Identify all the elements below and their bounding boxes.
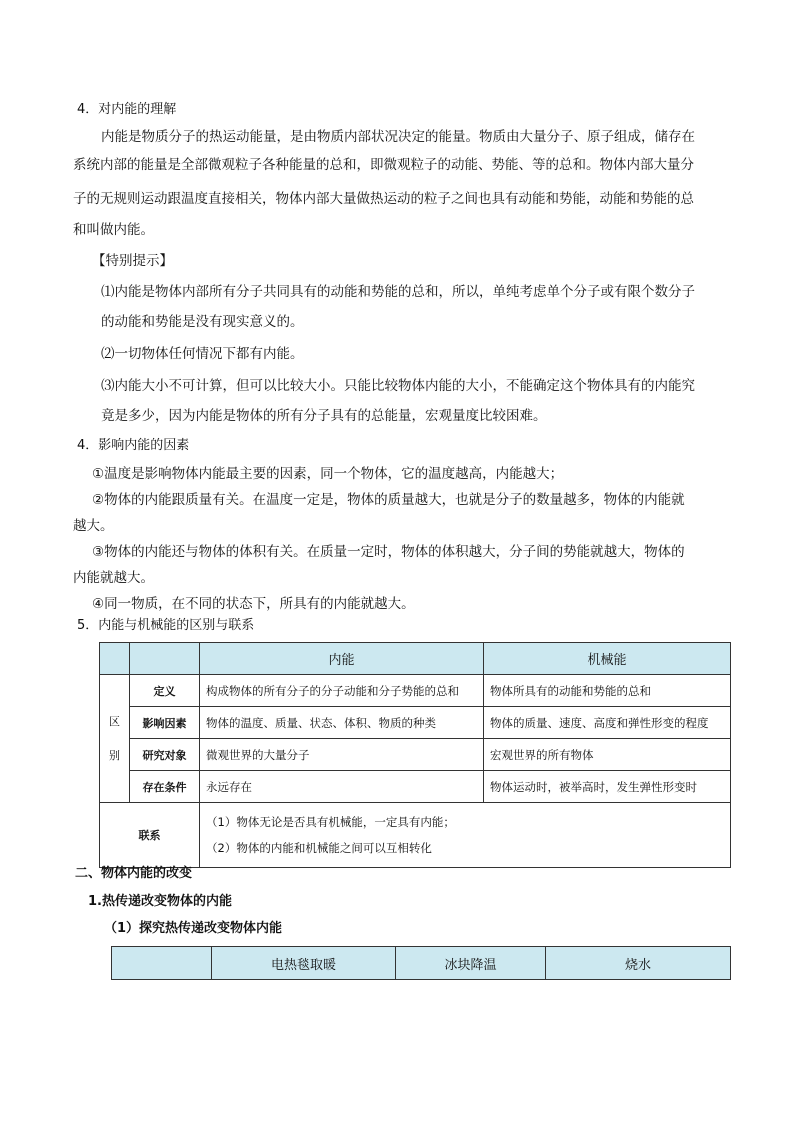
row-label: 研究对象 (130, 739, 200, 771)
table-cell: 物体的温度、质量、状态、体积、物质的种类 (200, 707, 484, 739)
header-cell-ice-cooling: 冰块降温 (396, 947, 546, 980)
tip-line: ⑴内能是物体内部所有分子共同具有的动能和势能的总和，所以，单纯考虑单个分子或有限个数分子 (101, 284, 695, 300)
tip-line: ⑵一切物体任何情况下都有内能。 (101, 346, 304, 362)
table-cell: 构成物体的所有分子的分子动能和分子势能的总和 (200, 675, 484, 707)
table-row-link (100, 803, 731, 868)
header-cell-empty (130, 643, 200, 675)
table-row (100, 739, 731, 771)
factor-line: 越大。 (73, 518, 114, 534)
table-cell: 物体运动时，被举高时，发生弹性形变时 (484, 771, 731, 803)
row-label: 存在条件 (130, 771, 200, 803)
factor-line: ①温度是影响物体内能最主要的因素，同一个物体，它的温度越高，内能越大； (92, 466, 564, 482)
paragraph-line: 系统内部的能量是全部微观粒子各种能量的总和，即微观粒子的动能、势能、等的总和。物体内部大量分 (73, 157, 694, 173)
link-line: （1）物体无论是否具有机械能，一定具有内能； (206, 815, 455, 829)
header-cell-internal-energy: 内能 (200, 643, 484, 675)
row-label: 定义 (130, 675, 200, 707)
experiment-header-row (112, 947, 731, 980)
section-heading: 5．内能与机械能的区别与联系 (77, 618, 255, 633)
table-cell: 永远存在 (200, 771, 484, 803)
table-cell: 物体所具有的动能和势能的总和 (484, 675, 731, 707)
row-label: 影响因素 (130, 707, 200, 739)
factor-line: ③物体的内能还与物体的体积有关。在质量一定时，物体的体积越大，分子间的势能就越大，物体的 (92, 544, 685, 560)
tip-line: ⑶内能大小不可计算，但可以比较大小。只能比较物体内能的大小，不能确定这个物体具有的内能究 (101, 378, 695, 394)
table-cell: 微观世界的大量分子 (200, 739, 484, 771)
tip-line: 竟是多少，因为内能是物体的所有分子具有的总能量，宏观量度比较困难。 (101, 408, 547, 424)
table-row (100, 675, 731, 707)
group-label-char: 别 (109, 748, 120, 762)
table-cell: 物体的质量、速度、高度和弹性形变的程度 (484, 707, 731, 739)
factor-line: 内能就越大。 (73, 570, 154, 586)
comparison-table (99, 642, 731, 868)
header-cell-empty (112, 947, 212, 980)
factor-line: ②物体的内能跟质量有关。在温度一定是，物体的质量越大，也就是分子的数量越多，物体的内能就 (92, 492, 685, 508)
table-row (100, 707, 731, 739)
tip-title: 【特别提示】 (92, 253, 173, 269)
sub-sub-heading: （1）探究热传递改变物体内能 (104, 921, 283, 936)
paragraph-line: 和叫做内能。 (73, 222, 154, 238)
paragraph-line: 内能是物质分子的热运动能量，是由物质内部状况决定的能量。物质由大量分子、原子组成，储存在 (101, 129, 695, 145)
paragraph-line: 子的无规则运动跟温度直接相关，物体内部大量做热运动的粒子之间也具有动能和势能，动能和势能的总 (73, 191, 694, 207)
link-cell (200, 803, 731, 868)
tip-line: 的动能和势能是没有现实意义的。 (101, 314, 304, 330)
row-label-link: 联系 (100, 803, 200, 868)
header-cell-electric-blanket: 电热毯取暖 (212, 947, 396, 980)
header-cell-mechanical-energy: 机械能 (484, 643, 731, 675)
part-heading: 二、物体内能的改变 (75, 866, 193, 881)
header-cell-empty (100, 643, 130, 675)
table-header-row (100, 643, 731, 675)
table-cell: 宏观世界的所有物体 (484, 739, 731, 771)
group-label-difference (100, 675, 130, 803)
section-heading: 4．对内能的理解 (77, 102, 177, 117)
factor-line: ④同一物质，在不同的状态下，所具有的内能就越大。 (92, 596, 415, 612)
header-cell-boiling-water: 烧水 (546, 947, 731, 980)
link-line: （2）物体的内能和机械能之间可以互相转化 (206, 841, 432, 855)
table-row (100, 771, 731, 803)
sub-heading: 1.热传递改变物体的内能 (88, 894, 232, 909)
group-label-char: 区 (109, 714, 120, 728)
experiment-table (111, 946, 731, 980)
section-heading: 4．影响内能的因素 (77, 438, 190, 453)
